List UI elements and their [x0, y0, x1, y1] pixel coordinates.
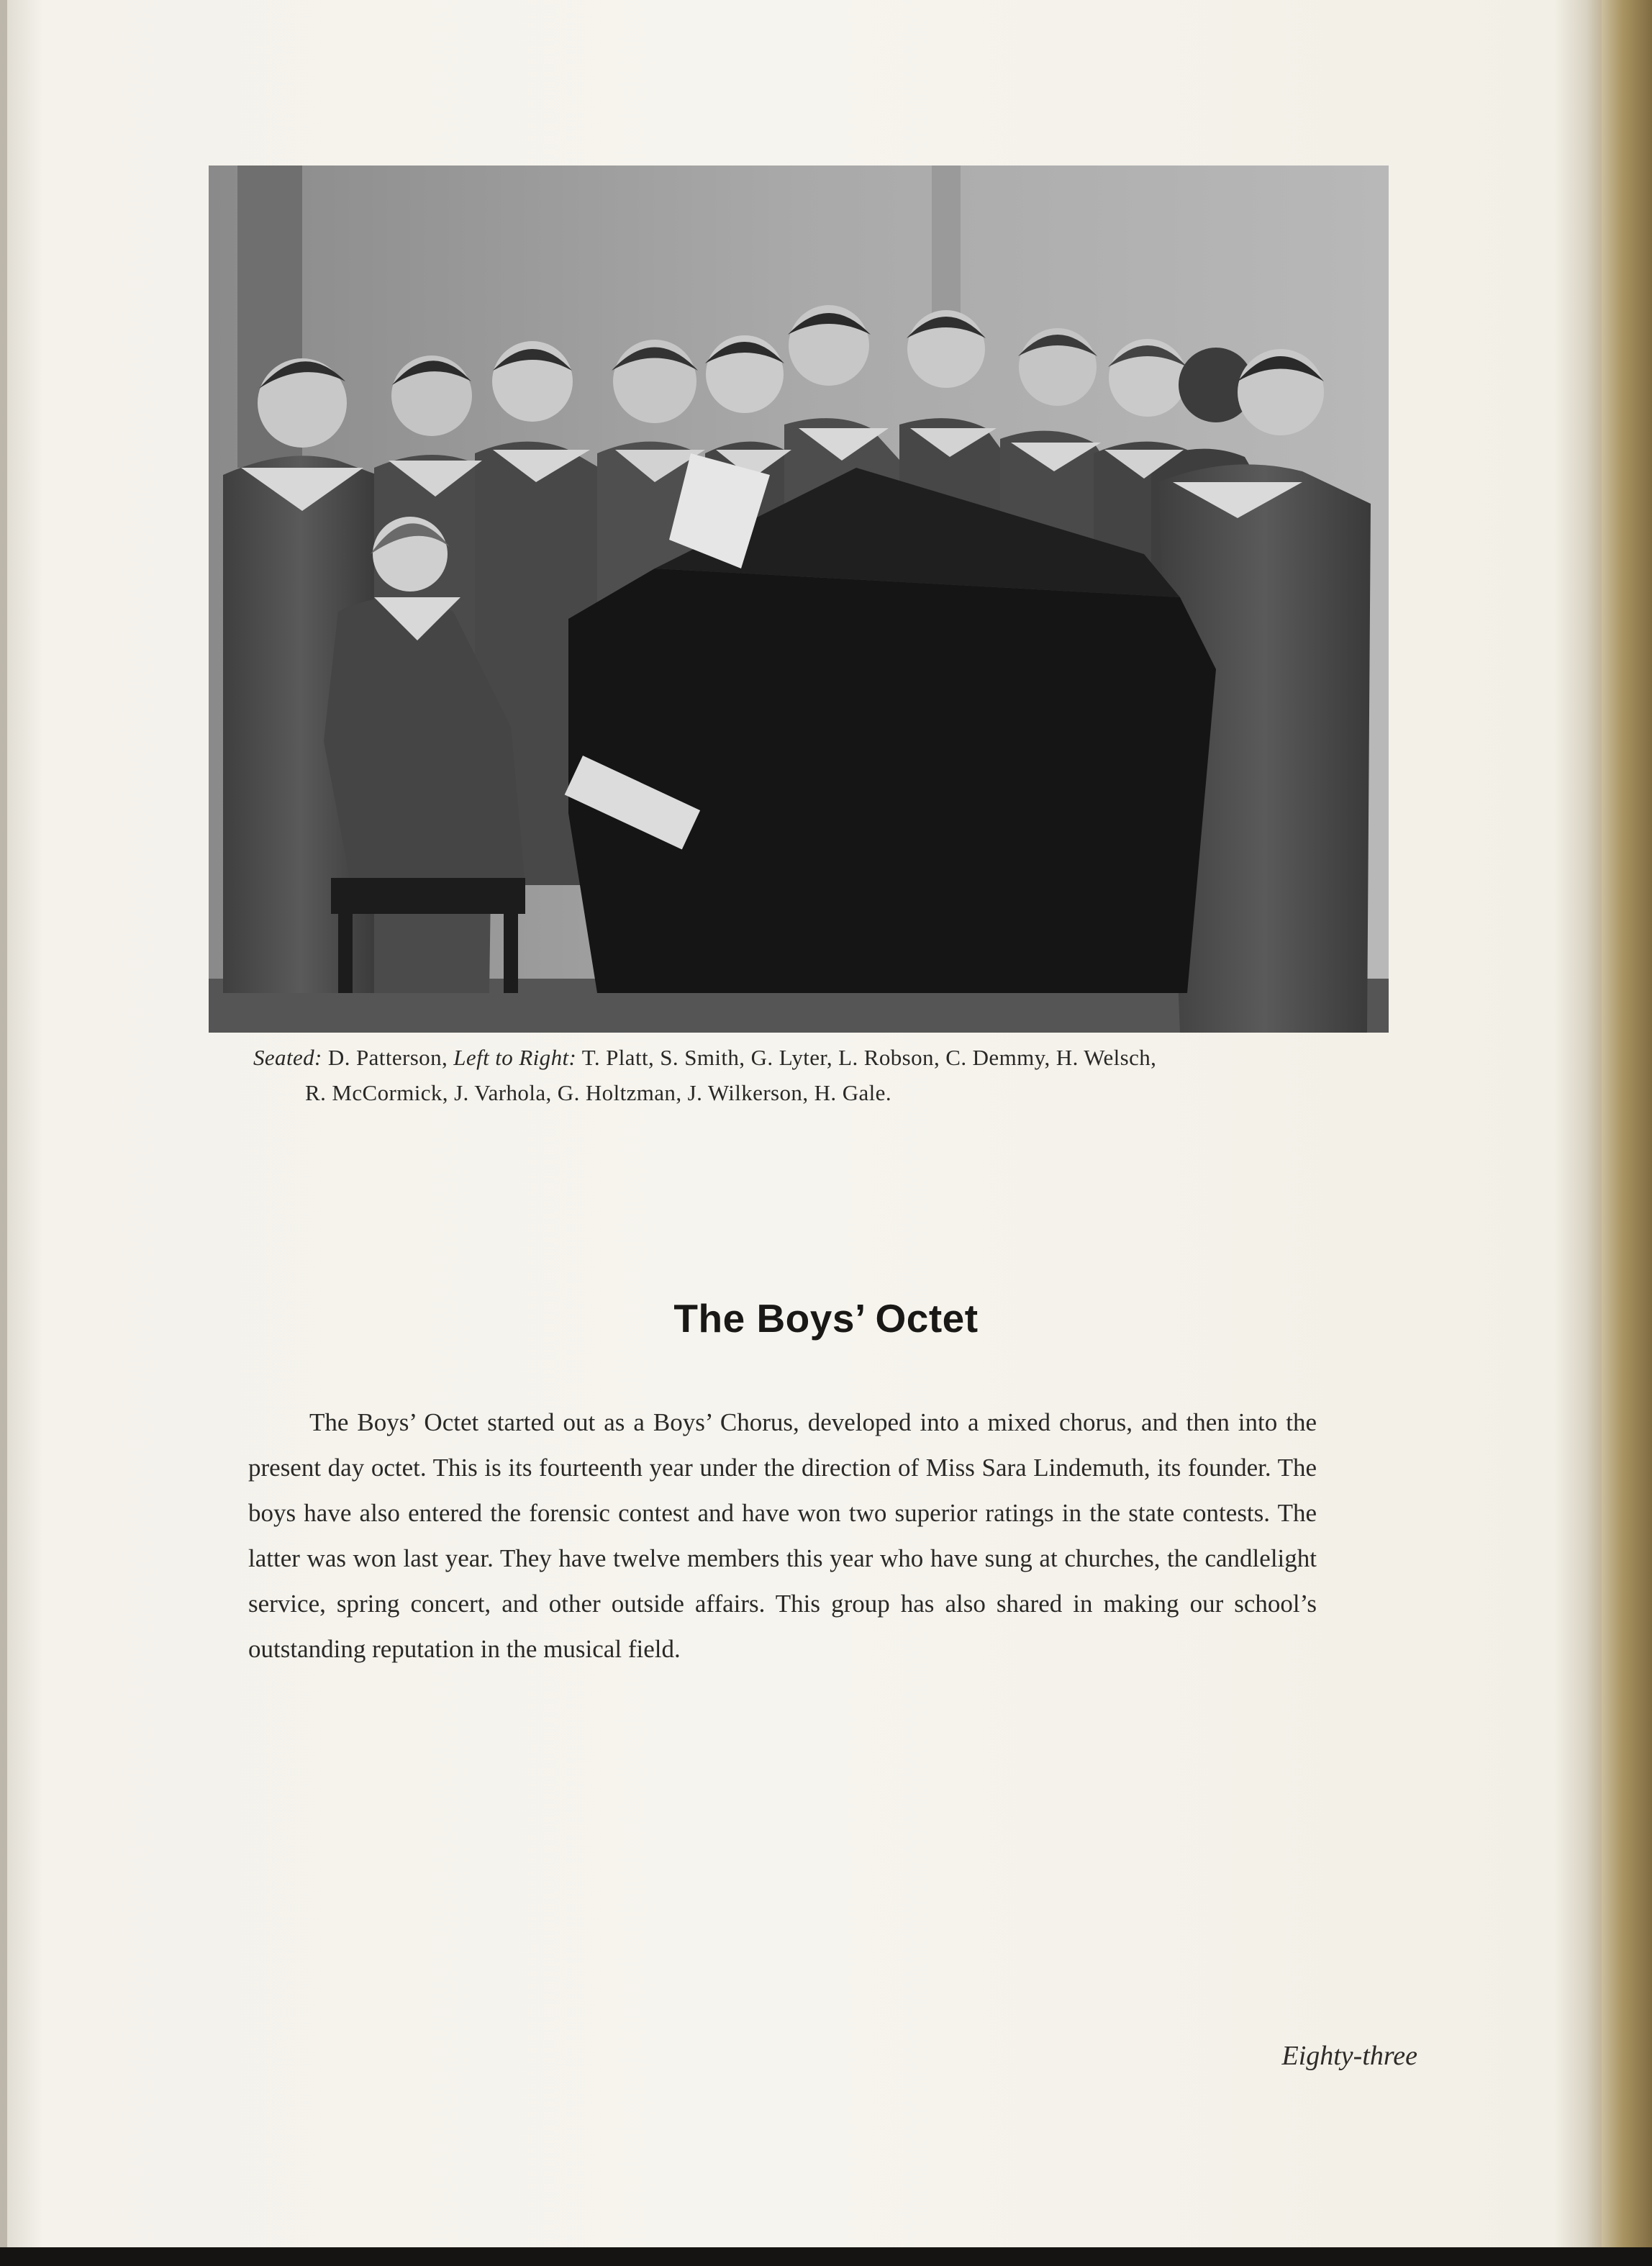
caption-seated-names: D. Patterson, — [322, 1045, 454, 1070]
book-page-edge — [1602, 0, 1652, 2266]
page-number: Eighty-three — [1281, 2041, 1417, 2071]
page-gutter-shadow — [0, 0, 7, 2266]
choir-group-photo — [209, 166, 1389, 1033]
scan-bottom-border — [0, 2247, 1652, 2266]
caption-names-line1: T. Platt, S. Smith, G. Lyter, L. Robson, C. Demmy, H. Welsch, — [576, 1045, 1157, 1070]
photo-caption — [253, 1040, 1376, 1110]
article-title: The Boys’ Octet — [673, 1296, 979, 1341]
choir-photo-illustration — [209, 166, 1389, 1033]
caption-standing-label: Left to Right: — [453, 1045, 577, 1070]
article-body: The Boys’ Octet started out as a Boys’ Chorus, developed into a mixed chorus, and then into the present day octet. This is its fourteenth year under the direction of Miss Sara Lindemuth, its founder. The boys have also entered the forensic contest and have won two superior ratings in the state contests. The latter was won last year. They have twelve members this year who have sung at churches, the candlelight service, spring concert, and other outside affairs. This group has also shared in making our school’s outstanding reputation in the musical field. — [248, 1408, 1317, 1663]
caption-seated-label: Seated: — [253, 1045, 322, 1070]
caption-names-line2: R. McCormick, J. Varhola, G. Holtzman, J. Wilkerson, H. Gale. — [305, 1080, 891, 1105]
